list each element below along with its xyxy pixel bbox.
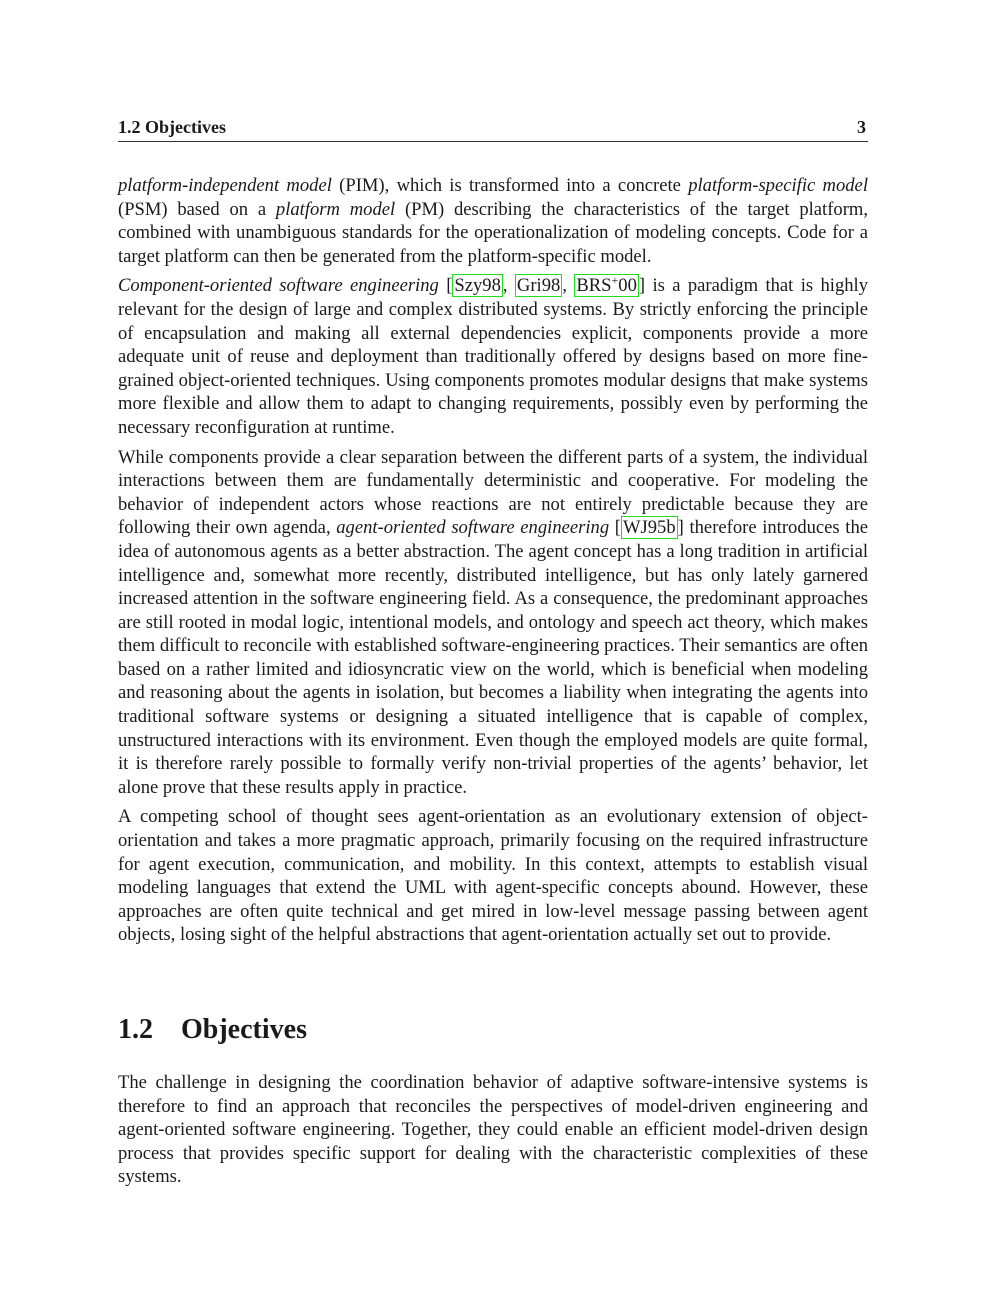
paragraph-challenge: The challenge in designing the coordination behavior of adaptive software-intensive systems is therefore to find an approach that reconciles the perspectives of model-driven engineering and agent-oriented software engineering. Together, they could enable an efficient model-driven design process that provides specific support for dealing with the characteristic complexities of these systems.: [118, 1072, 868, 1188]
citation-link-gri98[interactable]: Gri98: [516, 275, 561, 297]
paragraph-agent-oriented: While components provide a clear separation between the different parts of a system, the individual interactions between them are fundamentally deterministic and cooperative. For modeling the behavior of independent actors whose reactions are not entirely predictable because they are following their own agenda, agent-oriented software engineering [ WJ95b ] therefore introduces the idea of autonomous agents as a better abstraction. The agent concept has a long tradition in artificial intelligence and, somewhat more recently, distributed intelligence, but has only lately garnered increased attention in the software engineering field. As a consequence, the predominant approaches are still rooted in modal logic, intentional models, and ontology and speech act theory, which makes them difficult to reconcile with established software-engineering practices. Their semantics are often based on a rather limited and idiosyncratic view on the world, which is beneficial when modeling and reasoning about the agents in isolation, but becomes a liability when integrating the agents into traditional software systems or designing a situated intelligence that is capable of complex, unstructured interactions with its environment. Even though the employed models are quite formal, it is therefore rarely possible to formally verify non-trivial properties of the agents’ behavior, let alone prove that these results apply in practice.: [118, 446, 868, 798]
section-number: 1.2: [118, 1014, 153, 1045]
term-agent-oriented: agent-oriented software engineering: [336, 517, 610, 539]
term-pim: platform-independent model: [118, 175, 332, 196]
citation-link-wj95b[interactable]: WJ95b: [622, 517, 676, 539]
paragraph-mde: platform-independent model (PIM), which is transformed into a concrete platform-specific model (PSM) based on a platform model (PM) describing the characteristics of the target platform, combined with unambiguous standards for the operationalization of modeling concepts. Code for a target platform can then be generated from the platform-specific model.: [118, 175, 868, 267]
term-pm: platform model: [275, 198, 396, 220]
citation-link-brs00[interactable]: BRS+00: [576, 273, 637, 297]
running-header: [118, 116, 868, 142]
paragraph-competing-school: A competing school of thought sees agent-orientation as an evolutionary extension of object-orientation and takes a more pragmatic approach, primarily focusing on the required infrastructure for agent execution, communication, and mobility. In this context, attempts to establish visual modeling languages that extend the UML with agent-specific concepts abound. However, these approaches are often quite technical and get mired in low-level message passing between agent objects, losing sight of the helpful abstractions that agent-orientation actually set out to provide.: [118, 806, 868, 946]
page-number: 3: [857, 117, 866, 137]
running-head-section: 1.2 Objectives: [118, 117, 226, 137]
section-heading: [118, 1010, 307, 1050]
body-text-top: [118, 174, 868, 953]
term-psm: platform-specific model: [688, 175, 868, 196]
section-title: Objectives: [181, 1014, 307, 1045]
citation-link-szy98[interactable]: Szy98: [454, 275, 501, 297]
paragraph-component-oriented: Component-oriented software engineering [ Szy98 , Gri98 , BRS+00 ] is a paradigm that is highly relevant for the design of large and complex distributed systems. By strictly enforcing the principle of encapsulation and making all external dependencies explicit, components provide a more adequate unit of reuse and deployment than traditionally offered by designs based on more fine-grained object-oriented techniques. Using components promotes modular designs that make systems more flexible and allow them to adapt to changing requirements, possibly even by performing the necessary reconfiguration at runtime.: [118, 273, 869, 438]
term-component-oriented: Component-oriented software engineering: [118, 275, 439, 297]
body-text-bottom: [118, 1071, 868, 1195]
